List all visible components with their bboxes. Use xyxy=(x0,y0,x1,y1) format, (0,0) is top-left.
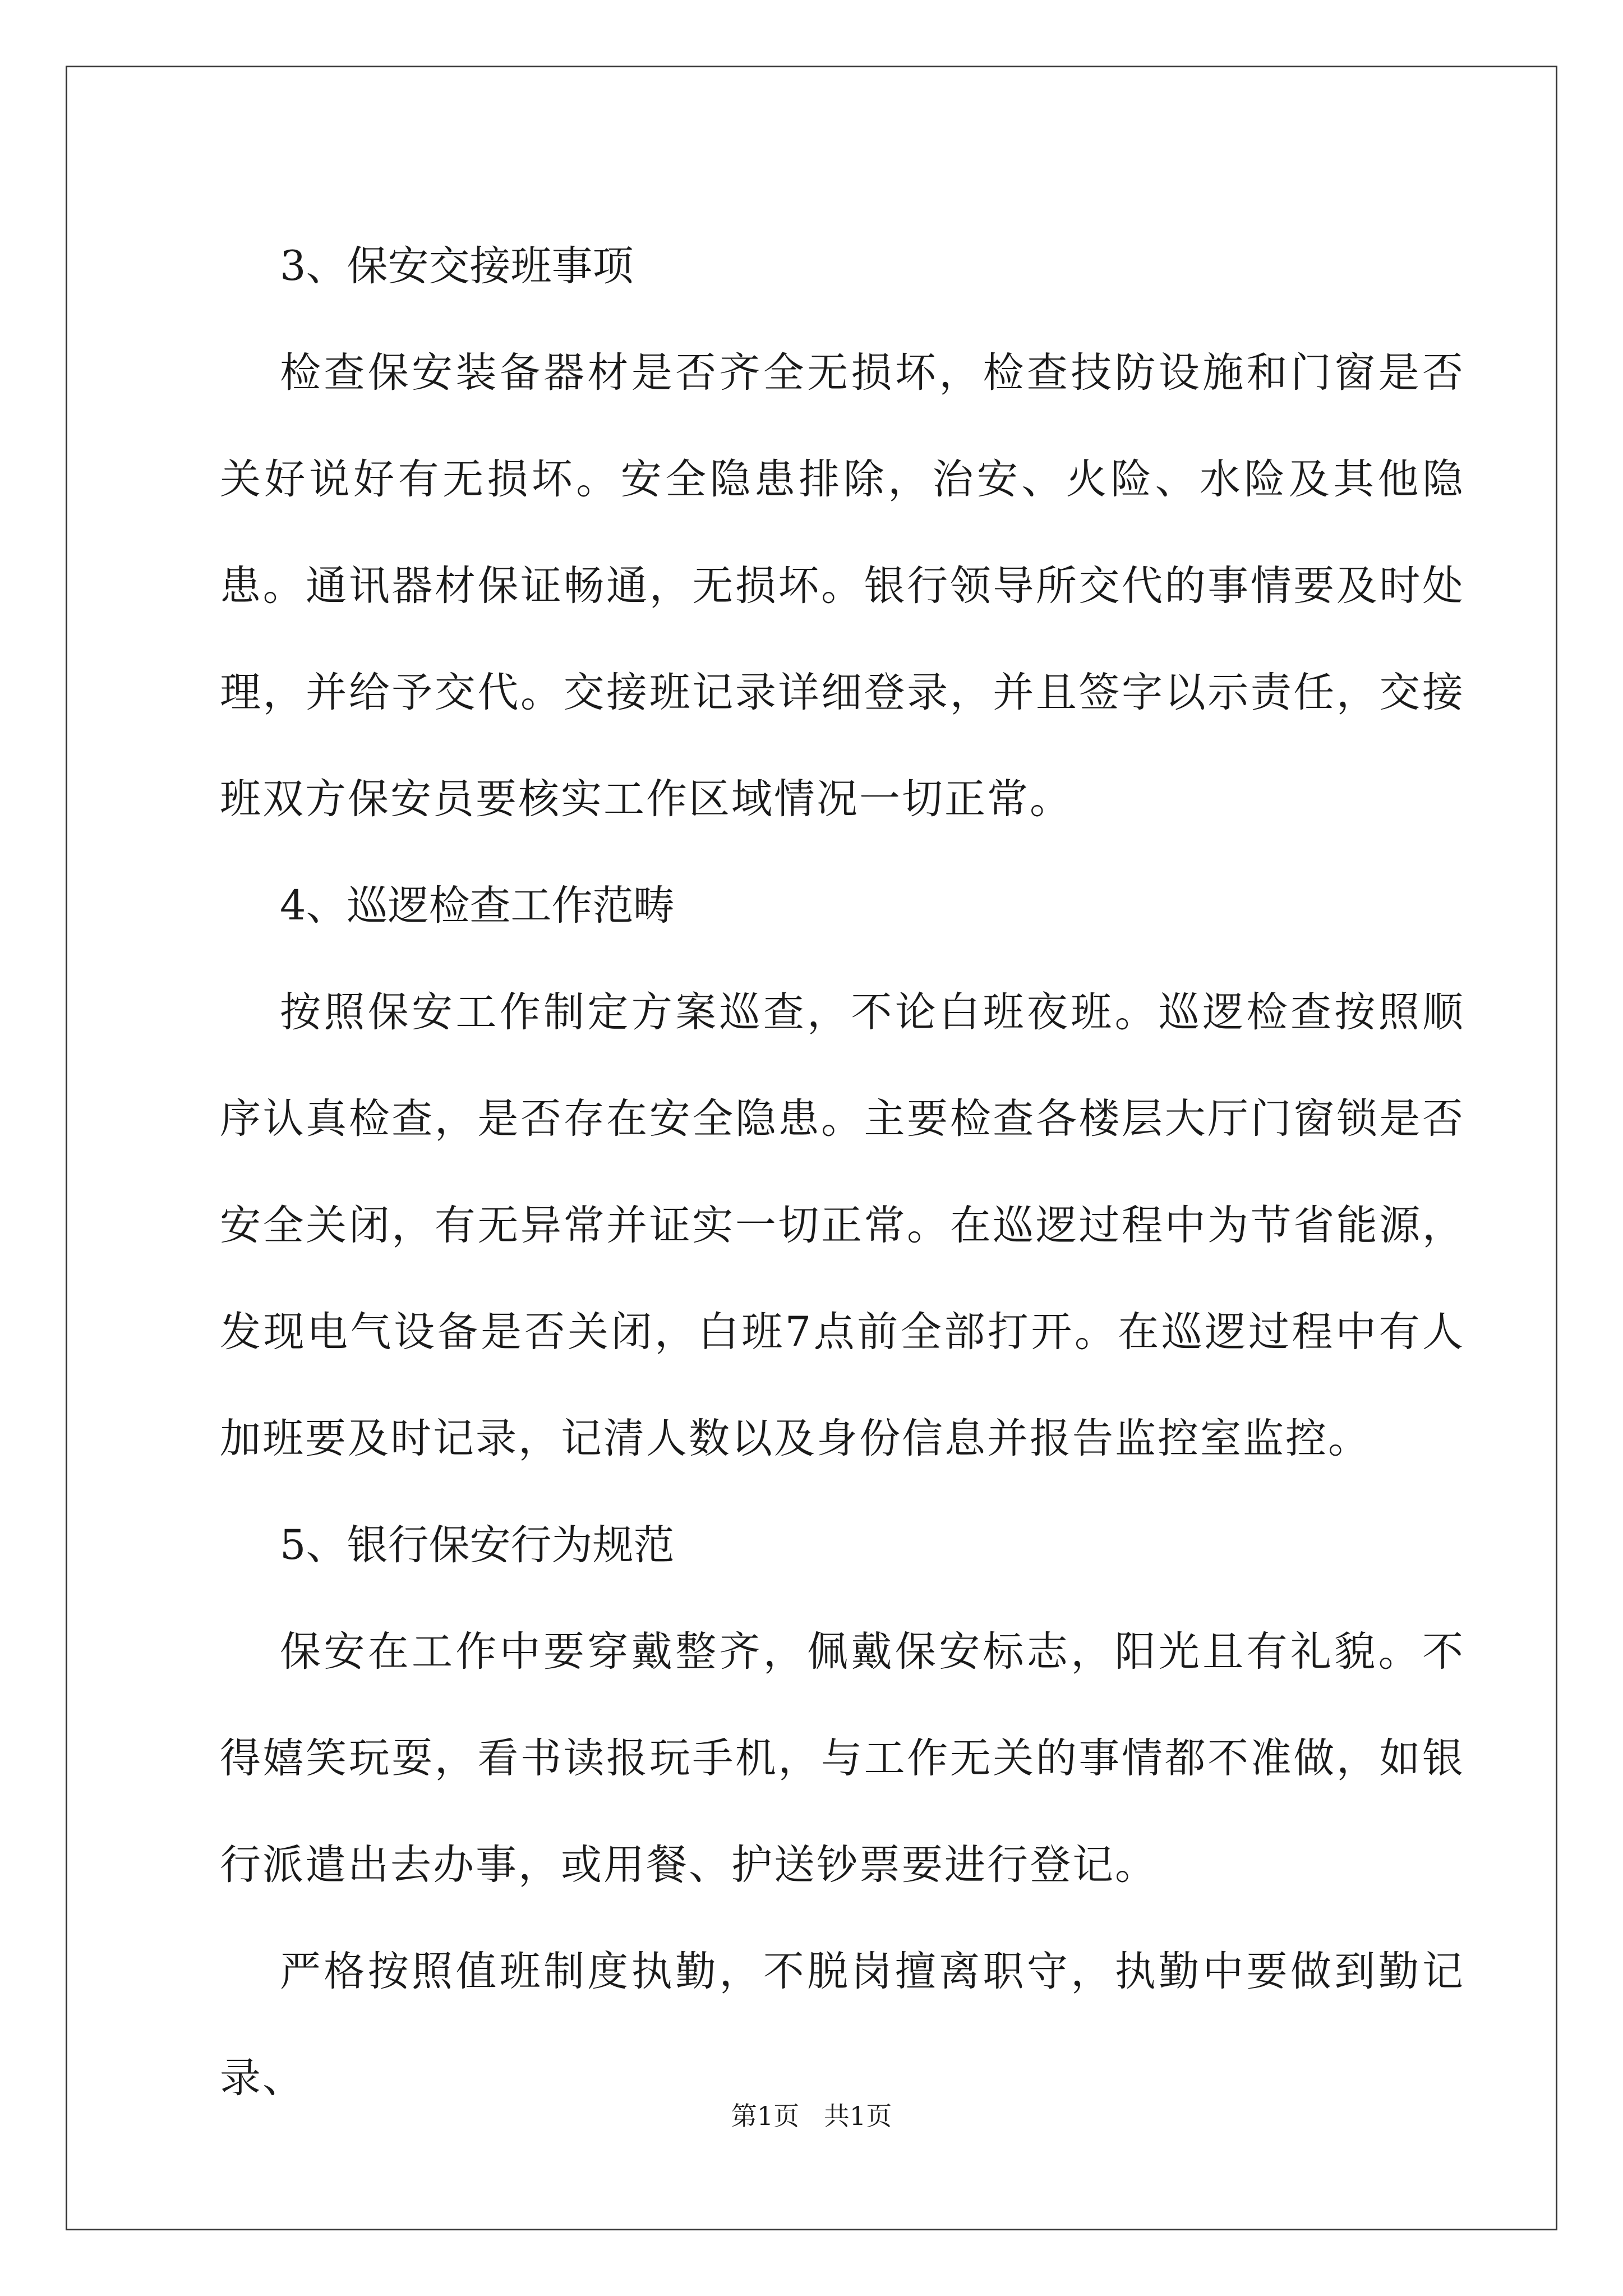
section-heading-4: 4、巡逻检查工作范畴 xyxy=(280,882,675,930)
document-body xyxy=(220,213,1465,2132)
paragraph-conduct: 保安在工作中要穿戴整齐，佩戴保安标志，阳光且有礼貌。不得嬉笑玩耍，看书读报玩手机，与工作无关的事情都不准做，如银行派遣出去办事，或用餐、护送钞票要进行登记。 xyxy=(220,1628,1465,1889)
section-heading-3: 3、保安交接班事项 xyxy=(280,242,634,290)
paragraph-patrol: 按照保安工作制定方案巡查，不论白班夜班。巡逻检查按照顺序认真检查，是否存在安全隐患。主要检查各楼层大厅门窗锁是否安全关闭，有无异常并证实一切正常。在巡逻过程中为节省能源，发现电气设备是否关闭，白班7点前全部打开。在巡逻过程中有人加班要及时记录，记清人数以及身份信息并报告监控室监控。 xyxy=(220,988,1465,1462)
paragraph-handover: 检查保安装备器材是否齐全无损坏，检查技防设施和门窗是否关好说好有无损坏。安全隐患排除，治安、火险、水险及其他隐患。通讯器材保证畅通，无损坏。银行领导所交代的事情要及时处理，并给予交代。交接班记录详细登录，并且签字以示责任，交接班双方保安员要核实工作区域情况一切正常。 xyxy=(220,349,1465,823)
page-footer: 第1页 共1页 xyxy=(731,2101,892,2131)
section-heading-5: 5、银行保安行为规范 xyxy=(280,1521,675,1569)
paragraph-duty: 严格按照值班制度执勤，不脱岗擅离职守，执勤中要做到勤记录、 xyxy=(220,1948,1465,2102)
